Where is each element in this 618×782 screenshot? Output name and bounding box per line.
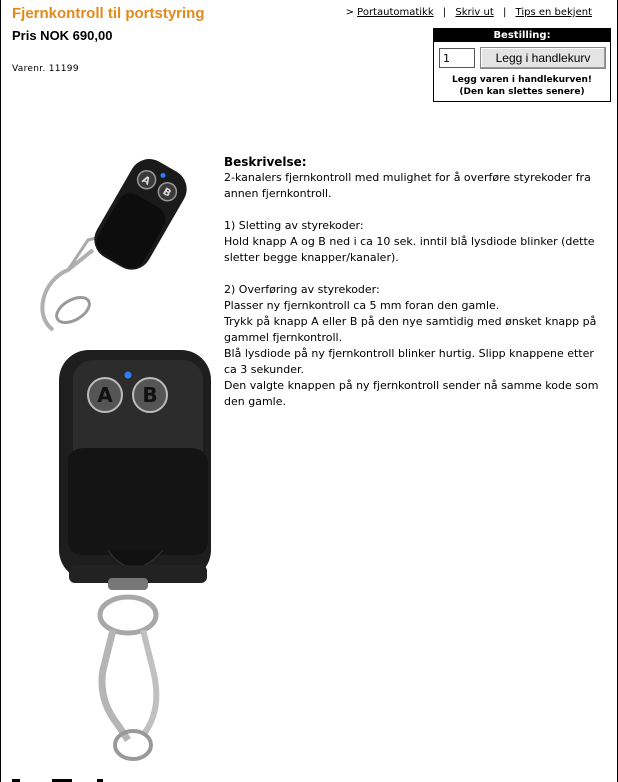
- add-to-cart-button[interactable]: Legg i handlekurv: [480, 47, 606, 69]
- order-box: [433, 28, 611, 102]
- button-b-label: B: [160, 186, 173, 200]
- step2-title: 2) Overføring av styrekoder:: [224, 283, 380, 296]
- top-links: [346, 7, 592, 18]
- link-portautomatikk[interactable]: Portautomatikk: [357, 7, 434, 18]
- step2-line: Blå lysdiode på ny fjernkontroll blinker hurtig. Slipp knappene etter ca 3 sekunder.: [224, 347, 594, 376]
- remote-large-image: [13, 340, 211, 780]
- large-button-a-label: A: [97, 383, 113, 407]
- button-a-label: A: [139, 174, 152, 188]
- step1-text: Hold knapp A og B ned i ca 10 sek. inntil blå lysdiode blinker (dette sletter begge knapper/kanaler).: [224, 235, 595, 264]
- step1-title: 1) Sletting av styrekoder:: [224, 219, 364, 232]
- description-heading: Beskrivelse:: [224, 155, 307, 169]
- product-description: [224, 154, 609, 410]
- cut-off-text-fragment: [12, 776, 132, 782]
- large-button-b-label: B: [142, 383, 158, 407]
- step2-line: Den valgte knappen på ny fjernkontroll sender nå samme kode som den gamle.: [224, 379, 599, 408]
- order-note-line1: Legg varen i handlekurven!: [452, 75, 592, 85]
- link-print[interactable]: Skriv ut: [455, 7, 494, 18]
- order-header: Bestilling:: [434, 29, 610, 42]
- led-icon: [125, 372, 132, 379]
- link-separator: |: [442, 7, 447, 18]
- product-sku: Varenr. 11199: [12, 64, 79, 74]
- product-price: Pris NOK 690,00: [12, 28, 113, 43]
- description-intro: 2-kanalers fjernkontroll med mulighet for å overføre styrekoder fra annen fjernkontroll.: [224, 171, 591, 200]
- link-tell-a-friend[interactable]: Tips en bekjent: [515, 7, 592, 18]
- top-links-prefix: >: [345, 7, 354, 18]
- product-title: Fjernkontroll til portstyring: [12, 5, 205, 22]
- remote-small-image: [13, 140, 211, 338]
- step2-line: Plasser ny fjernkontroll ca 5 mm foran den gamle.: [224, 299, 500, 312]
- order-note: [434, 74, 610, 98]
- quantity-input[interactable]: [439, 48, 475, 68]
- step2-line: Trykk på knapp A eller B på den nye samtidig med ønsket knapp på gammel fjernkontroll.: [224, 315, 597, 344]
- link-separator: |: [502, 7, 507, 18]
- order-note-line2: (Den kan slettes senere): [459, 87, 585, 97]
